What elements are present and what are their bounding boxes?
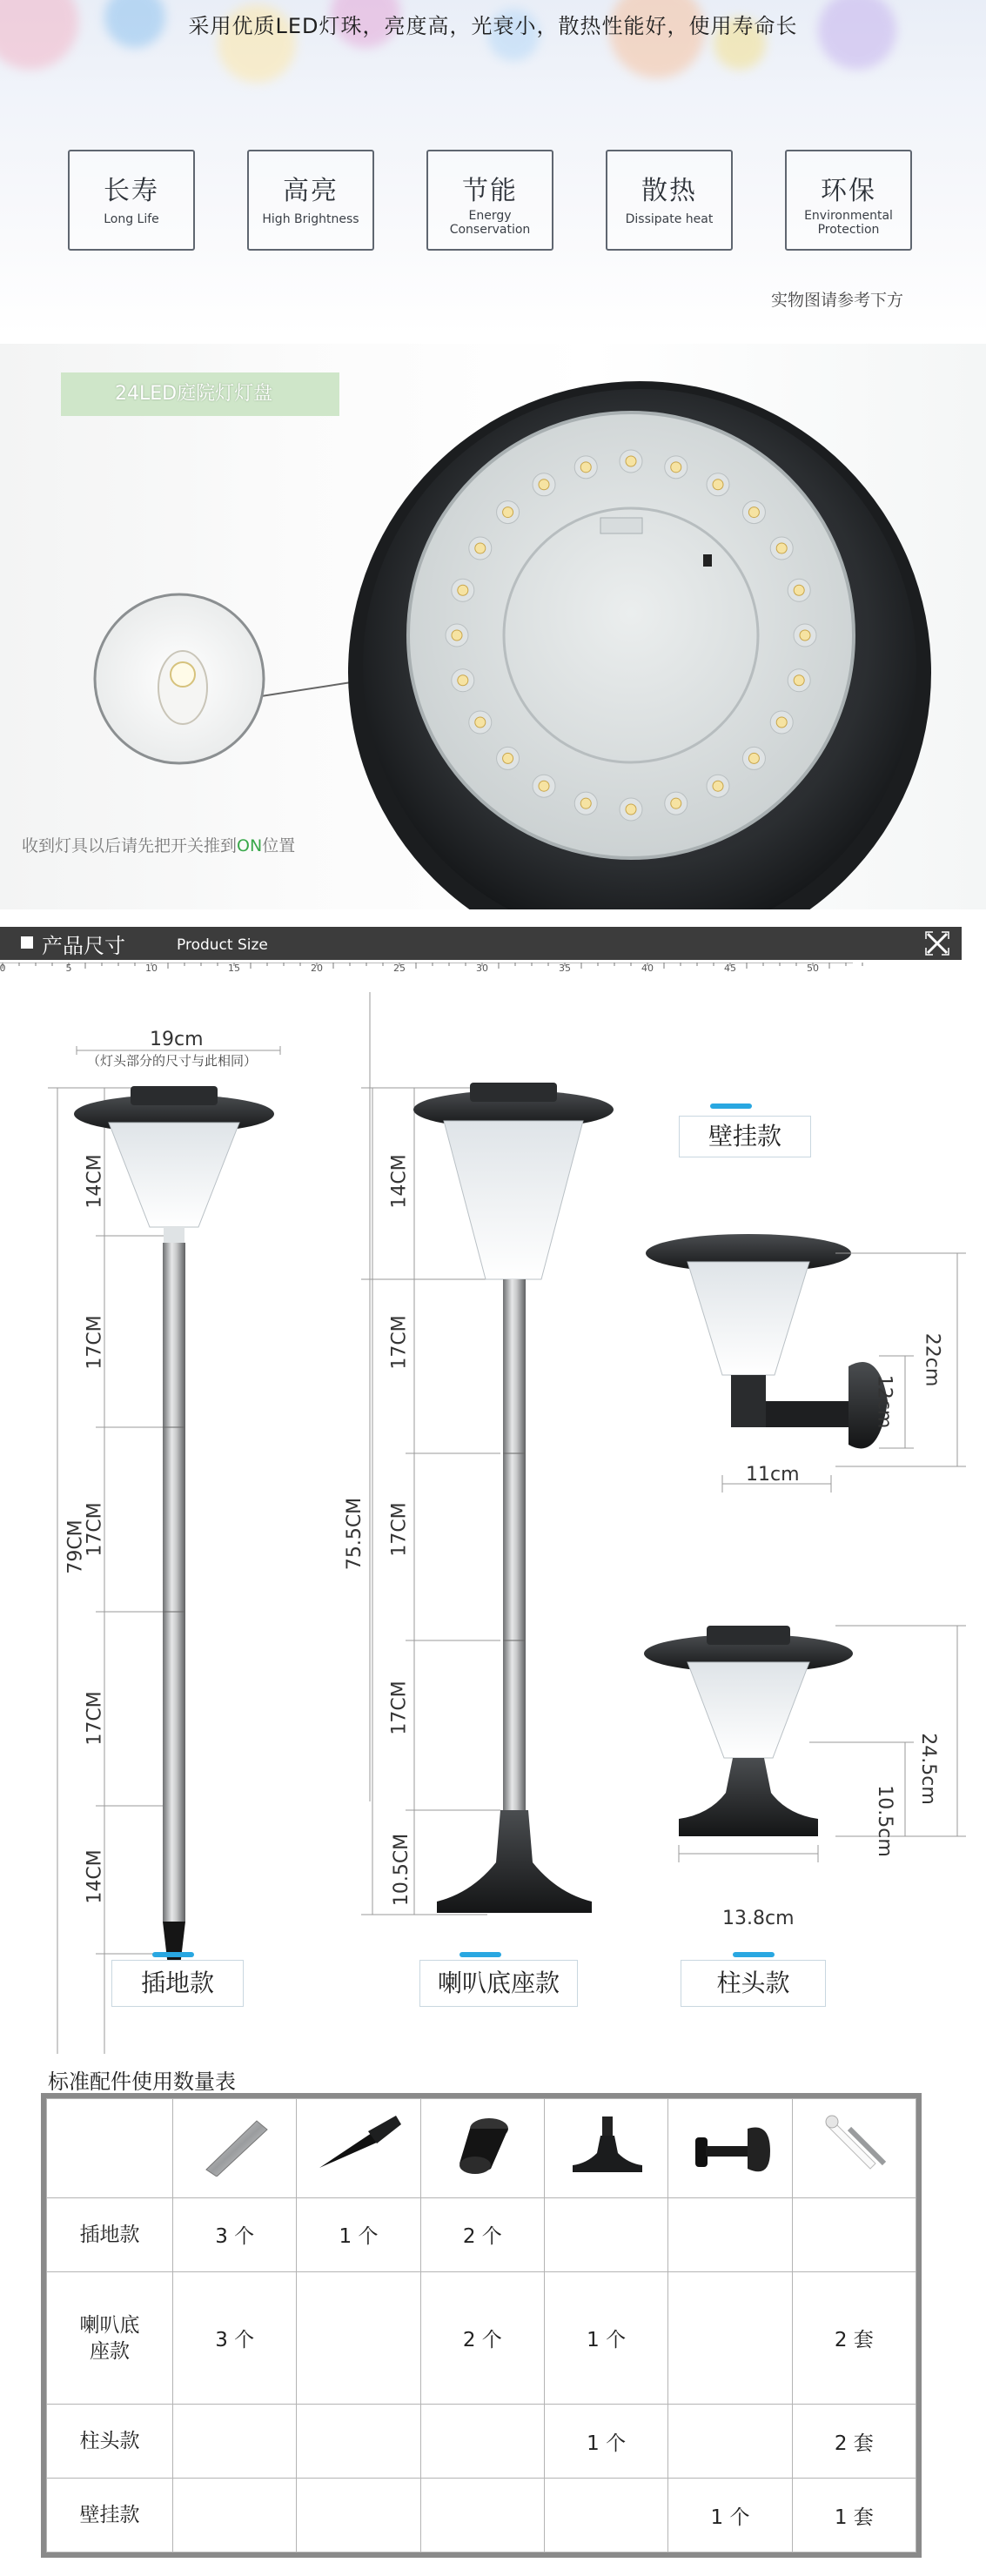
table-cell (420, 2405, 544, 2479)
accessories-title: 标准配件使用数量表 (48, 2070, 236, 2094)
feature-title: 环保 (821, 176, 876, 206)
model3-height: 22cm (921, 1332, 943, 1387)
ruler-label: 35 (559, 963, 571, 974)
led-bead (458, 585, 468, 595)
switch-note (22, 833, 295, 856)
connector-sleeve-icon (420, 2099, 544, 2198)
model-accent-bar (733, 1952, 775, 1957)
table-cell: 2 个 (420, 2198, 544, 2272)
table-cell: 2 个 (420, 2271, 544, 2404)
table-cell (792, 2198, 916, 2272)
table-cell: 1 套 (792, 2479, 916, 2553)
table-cell (544, 2479, 667, 2553)
ruler (0, 963, 870, 983)
model1-name: 插地款 (111, 1960, 244, 2007)
model-accent-bar (152, 1952, 194, 1957)
ruler-label: 45 (724, 963, 736, 974)
led-bead (671, 798, 681, 808)
model4-name: 柱头款 (681, 1960, 826, 2007)
accessories-icon-row (47, 2099, 916, 2198)
table-cell: 1 个 (544, 2405, 667, 2479)
ruler-label: 0 (0, 963, 6, 974)
model2-segment-4: 17CM (388, 1680, 411, 1735)
table-cell: 2 套 (792, 2271, 916, 2404)
table-cell: 1 个 (297, 2198, 420, 2272)
led-bead (580, 798, 591, 808)
led-bead (580, 462, 591, 473)
feature-long-life (68, 150, 195, 251)
table-cell (420, 2479, 544, 2553)
product-size-title: 产品尺寸 (42, 934, 125, 958)
product-size-drawings (0, 992, 986, 2054)
ruler-label: 5 (65, 963, 72, 974)
lamp-panel-illustration (0, 344, 986, 909)
model1-segment-4: 17CM (84, 1691, 106, 1746)
led-bead (503, 753, 513, 763)
table-corner-cell (47, 2099, 173, 2198)
led-bead (713, 781, 723, 791)
ruler-label: 40 (641, 963, 654, 974)
led-bead (776, 543, 787, 553)
feature-subtitle: Long Life (104, 212, 159, 226)
square-bullet-icon (21, 936, 33, 949)
product-size-header (0, 927, 962, 960)
table-cell: 3 个 (173, 2271, 297, 2404)
switch-note-text: 位置 (262, 836, 296, 855)
model3-width: 11cm (746, 1464, 800, 1486)
lamp-panel-section (0, 344, 986, 909)
led-bead (748, 507, 759, 518)
model1-width-label: 19cm (150, 1029, 204, 1050)
model4-base-height: 10.5cm (873, 1785, 895, 1857)
feature-energy-conservation (426, 150, 553, 251)
feature-high-brightness (247, 150, 374, 251)
model3-bracket-height: 12cm (873, 1374, 895, 1429)
led-bead (776, 717, 787, 728)
led-bead (748, 753, 759, 763)
ruler-label: 10 (145, 963, 158, 974)
led-bead (794, 675, 804, 686)
table-cell (173, 2479, 297, 2553)
table-cell: 1 个 (544, 2271, 667, 2404)
led-bead (539, 781, 549, 791)
lamp-panel-tag: 24LED庭院灯灯盘 (61, 372, 339, 416)
led-bead (713, 480, 723, 490)
led-bead (626, 804, 636, 815)
led-bead (539, 480, 549, 490)
switch-note-text: 收到灯具以后请先把开关推到 (22, 836, 238, 855)
led-bead (800, 630, 810, 641)
headline: 采用优质LED灯珠，亮度高，光衰小，散热性能好，使用寿命长 (188, 14, 798, 38)
model1-segment-3: 17CM (84, 1502, 106, 1557)
table-cell (297, 2271, 420, 2404)
feature-title: 长寿 (104, 176, 159, 206)
table-cell (173, 2405, 297, 2479)
table-cell (297, 2405, 420, 2479)
model1-width-note: （灯头部分的尺寸与此相同） (87, 1053, 258, 1069)
model1-segment-2: 17CM (84, 1315, 106, 1370)
table-cell (668, 2405, 792, 2479)
table-row (47, 2479, 916, 2553)
model2-segment-1: 14CM (388, 1154, 411, 1209)
table-row (47, 2405, 916, 2479)
accessories-table (41, 2093, 922, 2558)
feature-subtitle: Energy Conservation (449, 209, 531, 237)
reference-note: 实物图请参考下方 (770, 291, 903, 310)
led-bead (626, 456, 636, 466)
ruler-label: 15 (228, 963, 240, 974)
feature-dissipate-heat (606, 150, 733, 251)
led-bead (458, 675, 468, 686)
led-bead (503, 507, 513, 518)
row-header: 柱头款 (47, 2405, 173, 2479)
trumpet-base-icon (544, 2099, 667, 2198)
feature-subtitle: Environmental Protection (804, 209, 893, 237)
model2-segment-5: 10.5CM (391, 1833, 413, 1907)
model-accent-bar (710, 1104, 752, 1109)
model1-total-height: 79CM (64, 1519, 87, 1574)
row-header: 喇叭底座款 (47, 2271, 173, 2404)
feature-title: 节能 (462, 176, 518, 206)
model2-segment-3: 17CM (388, 1502, 411, 1557)
model2-total-height: 75.5CM (344, 1497, 366, 1571)
cross-icon (922, 929, 952, 958)
ruler-label: 20 (311, 963, 323, 974)
expansion-screw-icon (792, 2099, 916, 2198)
model4-height: 24.5cm (916, 1733, 939, 1805)
feature-title: 高亮 (283, 176, 339, 206)
led-bead (475, 717, 486, 728)
product-size-subtitle: Product Size (177, 936, 268, 954)
model4-width: 13.8cm (722, 1908, 795, 1929)
wall-bracket-icon (668, 2099, 792, 2198)
table-cell: 3 个 (173, 2198, 297, 2272)
led-bead (475, 543, 486, 553)
table-cell (544, 2198, 667, 2272)
features-banner (0, 0, 986, 335)
model-accent-bar (459, 1952, 501, 1957)
table-cell (297, 2479, 420, 2553)
steel-pipe-icon (173, 2099, 297, 2198)
feature-title: 散热 (641, 176, 697, 206)
ruler-label: 30 (476, 963, 488, 974)
row-header: 插地款 (47, 2198, 173, 2272)
ruler-label: 25 (393, 963, 406, 974)
led-bead (452, 630, 462, 641)
model1-segment-5: 14CM (84, 1849, 106, 1904)
switch-on-label: ON (237, 836, 263, 855)
ruler-label: 50 (807, 963, 819, 974)
table-cell (668, 2271, 792, 2404)
model2-segment-2: 17CM (388, 1315, 411, 1370)
model2-name: 喇叭底座款 (419, 1960, 578, 2007)
table-cell (668, 2198, 792, 2272)
feature-environmental-protection (785, 150, 912, 251)
feature-subtitle: Dissipate heat (625, 212, 714, 226)
model1-segment-1: 14CM (84, 1154, 106, 1209)
ground-spike-icon (297, 2099, 420, 2198)
table-cell: 2 套 (792, 2405, 916, 2479)
table-row (47, 2198, 916, 2272)
feature-subtitle: High Brightness (262, 212, 359, 226)
led-bead (794, 585, 804, 595)
table-row (47, 2271, 916, 2404)
table-cell: 1 个 (668, 2479, 792, 2553)
row-header: 壁挂款 (47, 2479, 173, 2553)
model3-name: 壁挂款 (679, 1116, 811, 1157)
led-bead (671, 462, 681, 473)
